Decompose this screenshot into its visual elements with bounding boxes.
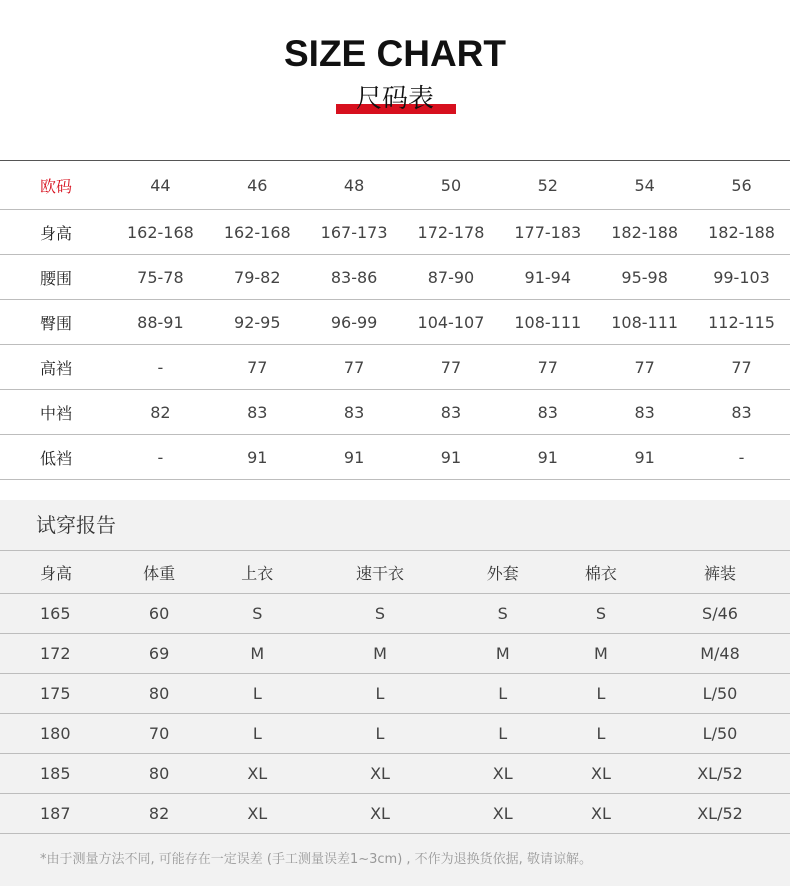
- fit-report-cell: XL/52: [650, 754, 790, 794]
- fit-report-cell: XL: [306, 794, 453, 834]
- fit-report-column-header: 外套: [454, 551, 552, 594]
- fit-report-cell: S: [454, 594, 552, 634]
- fit-report-table: [0, 551, 790, 834]
- size-row: [0, 435, 790, 480]
- size-row-label: 欧码: [0, 161, 112, 210]
- fit-report-cell: XL: [208, 794, 306, 834]
- size-cell: 82: [112, 390, 209, 435]
- size-cell: 83: [306, 390, 403, 435]
- size-cell: -: [112, 345, 209, 390]
- fit-report-cell: XL: [454, 754, 552, 794]
- fit-report-cell: 165: [0, 594, 110, 634]
- fit-report-cell: M/48: [650, 634, 790, 674]
- size-cell: 91: [596, 435, 693, 480]
- size-cell: 88-91: [112, 300, 209, 345]
- fit-report-cell: M: [454, 634, 552, 674]
- size-cell: 83: [499, 390, 596, 435]
- size-row-label: 中裆: [0, 390, 112, 435]
- fit-report-cell: L: [306, 674, 453, 714]
- size-cell: 75-78: [112, 255, 209, 300]
- fit-report-cell: 82: [110, 794, 208, 834]
- page-title-en: SIZE CHART: [284, 33, 506, 74]
- fit-report-column-header: 棉衣: [552, 551, 650, 594]
- size-row: [0, 345, 790, 390]
- fit-report-column-header: 体重: [110, 551, 208, 594]
- size-row-label: 身高: [0, 210, 112, 255]
- fit-report-cell: M: [208, 634, 306, 674]
- size-cell: 182-188: [693, 210, 790, 255]
- fit-report-cell: L: [552, 714, 650, 754]
- fit-report-cell: XL: [208, 754, 306, 794]
- size-cell: 56: [693, 161, 790, 210]
- fit-report-row: [0, 674, 790, 714]
- fit-report-cell: S: [208, 594, 306, 634]
- size-row-label: 低裆: [0, 435, 112, 480]
- fit-report-cell: 70: [110, 714, 208, 754]
- size-row-label: 臀围: [0, 300, 112, 345]
- size-row: [0, 255, 790, 300]
- size-cell: 77: [693, 345, 790, 390]
- size-cell: 83: [596, 390, 693, 435]
- fit-report-column-header: 身高: [0, 551, 110, 594]
- size-row: [0, 300, 790, 345]
- size-cell: 48: [306, 161, 403, 210]
- fit-report-cell: S: [306, 594, 453, 634]
- fit-report-cell: S/46: [650, 594, 790, 634]
- chart-header: [0, 0, 790, 160]
- size-cell: 77: [596, 345, 693, 390]
- size-cell: 44: [112, 161, 209, 210]
- size-cell: 54: [596, 161, 693, 210]
- fit-report-row: [0, 634, 790, 674]
- size-cell: 182-188: [596, 210, 693, 255]
- size-cell: 87-90: [403, 255, 500, 300]
- fit-report-cell: L: [208, 674, 306, 714]
- size-row-label: 高裆: [0, 345, 112, 390]
- size-cell: 96-99: [306, 300, 403, 345]
- fit-report-cell: 175: [0, 674, 110, 714]
- fit-report-cell: L: [454, 674, 552, 714]
- size-cell: 104-107: [403, 300, 500, 345]
- size-cell: 91: [209, 435, 306, 480]
- section-gap: [0, 480, 790, 500]
- fit-report-cell: 60: [110, 594, 208, 634]
- size-cell: 83: [403, 390, 500, 435]
- size-cell: 108-111: [596, 300, 693, 345]
- fit-report-cell: 185: [0, 754, 110, 794]
- size-cell: 177-183: [499, 210, 596, 255]
- size-cell: 77: [209, 345, 306, 390]
- size-row: [0, 210, 790, 255]
- size-cell: 162-168: [112, 210, 209, 255]
- footnote: *由于测量方法不同, 可能存在一定误差 (手工测量误差1~3cm) , 不作为退换货依据, 敬请谅解。: [40, 852, 592, 867]
- size-cell: 77: [499, 345, 596, 390]
- fit-report-cell: XL: [454, 794, 552, 834]
- fit-report-section: [0, 500, 790, 886]
- size-cell: 91: [403, 435, 500, 480]
- fit-report-cell: M: [306, 634, 453, 674]
- size-row: [0, 390, 790, 435]
- size-table: [0, 160, 790, 480]
- fit-report-cell: L: [552, 674, 650, 714]
- size-cell: 79-82: [209, 255, 306, 300]
- size-cell: 91: [306, 435, 403, 480]
- fit-report-column-header: 裤装: [650, 551, 790, 594]
- size-cell: 46: [209, 161, 306, 210]
- size-cell: 167-173: [306, 210, 403, 255]
- fit-report-cell: XL/52: [650, 794, 790, 834]
- fit-report-cell: 172: [0, 634, 110, 674]
- page-title-cn: 尺码表: [355, 84, 434, 114]
- size-cell: 83-86: [306, 255, 403, 300]
- fit-report-cell: S: [552, 594, 650, 634]
- size-row-label: 腰围: [0, 255, 112, 300]
- fit-report-cell: L: [208, 714, 306, 754]
- size-cell: 95-98: [596, 255, 693, 300]
- size-cell: 77: [306, 345, 403, 390]
- fit-report-cell: L/50: [650, 674, 790, 714]
- fit-report-cell: 187: [0, 794, 110, 834]
- fit-report-header-row: [0, 551, 790, 594]
- size-cell: -: [693, 435, 790, 480]
- fit-report-row: [0, 754, 790, 794]
- fit-report-title: 试穿报告: [0, 500, 790, 551]
- fit-report-cell: L: [454, 714, 552, 754]
- fit-report-cell: XL: [552, 794, 650, 834]
- size-row: [0, 161, 790, 210]
- size-cell: 92-95: [209, 300, 306, 345]
- fit-report-row: [0, 794, 790, 834]
- size-cell: 91: [499, 435, 596, 480]
- fit-report-cell: L/50: [650, 714, 790, 754]
- fit-report-cell: M: [552, 634, 650, 674]
- size-cell: 77: [403, 345, 500, 390]
- fit-report-row: [0, 714, 790, 754]
- size-cell: 50: [403, 161, 500, 210]
- fit-report-cell: XL: [552, 754, 650, 794]
- size-cell: 172-178: [403, 210, 500, 255]
- size-cell: 108-111: [499, 300, 596, 345]
- fit-report-cell: L: [306, 714, 453, 754]
- size-cell: 52: [499, 161, 596, 210]
- size-cell: 83: [209, 390, 306, 435]
- fit-report-cell: XL: [306, 754, 453, 794]
- fit-report-column-header: 速干衣: [306, 551, 453, 594]
- size-cell: -: [112, 435, 209, 480]
- size-cell: 99-103: [693, 255, 790, 300]
- fit-report-cell: 80: [110, 674, 208, 714]
- fit-report-column-header: 上衣: [208, 551, 306, 594]
- size-cell: 112-115: [693, 300, 790, 345]
- fit-report-cell: 80: [110, 754, 208, 794]
- size-cell: 91-94: [499, 255, 596, 300]
- fit-report-cell: 69: [110, 634, 208, 674]
- fit-report-cell: 180: [0, 714, 110, 754]
- fit-report-row: [0, 594, 790, 634]
- size-cell: 162-168: [209, 210, 306, 255]
- size-cell: 83: [693, 390, 790, 435]
